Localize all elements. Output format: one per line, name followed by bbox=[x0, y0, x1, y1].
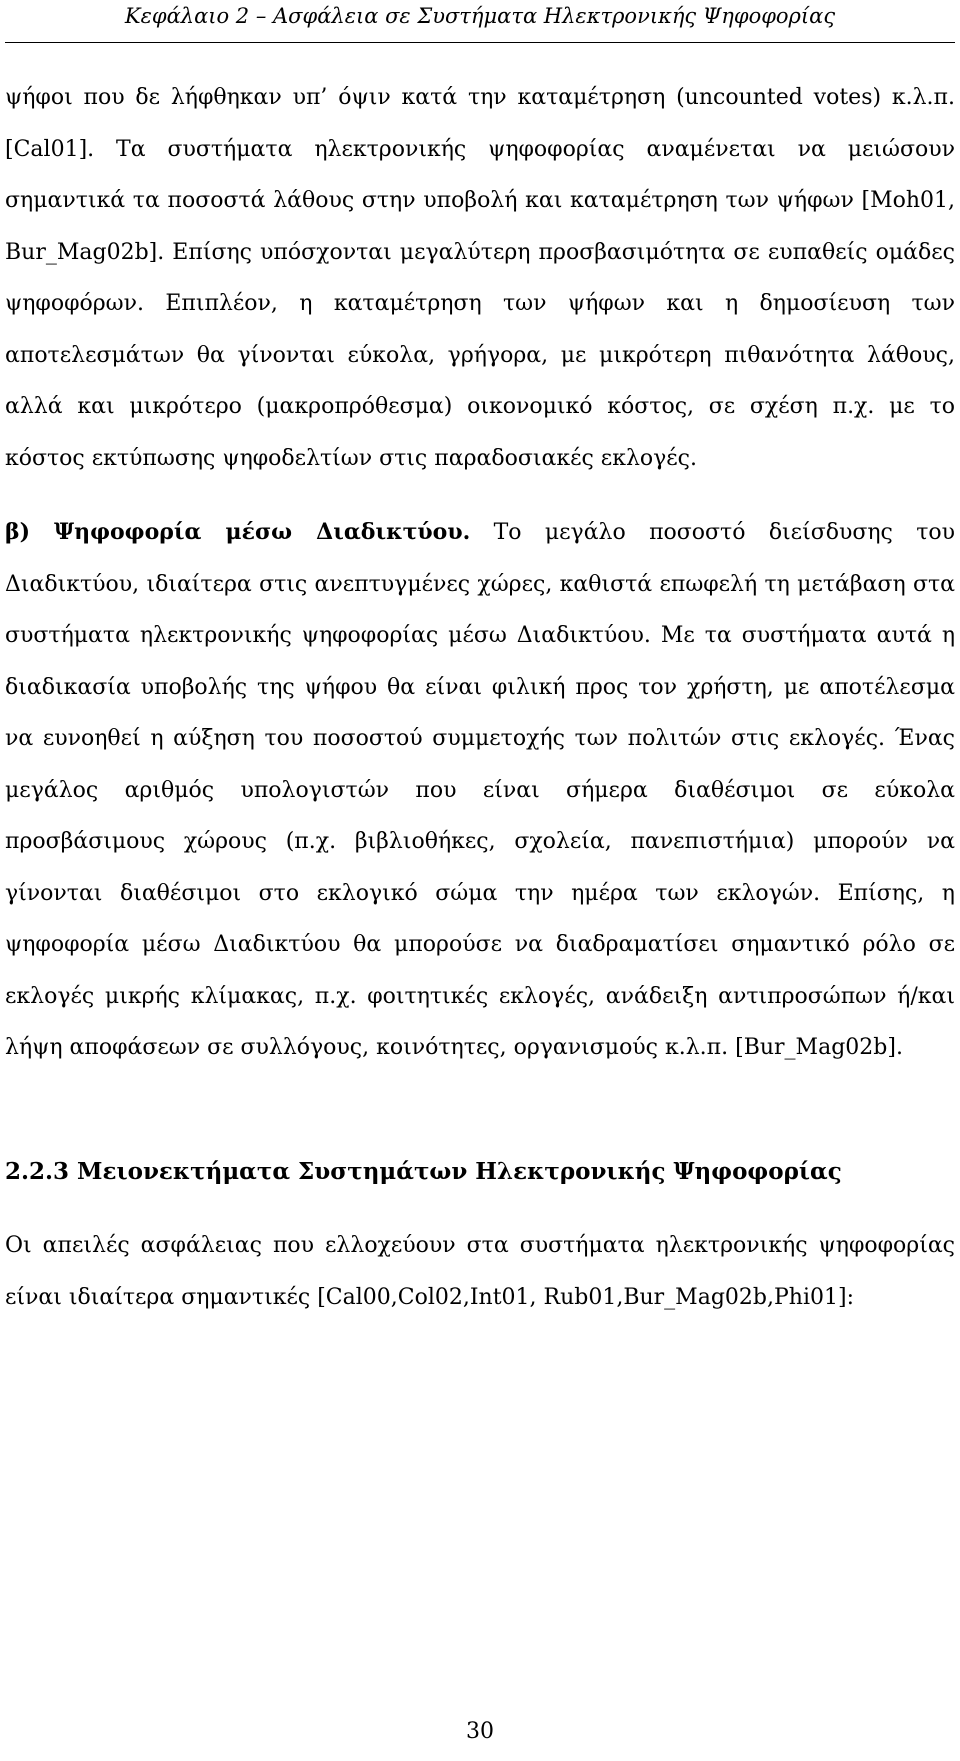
section-spacer bbox=[5, 1074, 955, 1146]
paragraph-internet-voting bbox=[5, 507, 955, 1074]
paragraph-spacer bbox=[5, 484, 955, 507]
section-heading: 2.2.3 Μειονεκτήματα Συστημάτων Ηλεκτρονικής Ψηφοφορίας bbox=[5, 1157, 842, 1185]
heading-spacer bbox=[5, 1197, 955, 1220]
paragraph-text: Το μεγάλο ποσοστό διείσδυσης του Διαδικτύου, ιδιαίτερα στις ανεπτυγμένες χώρες, καθιστά επωφελή τη μετάβαση στα συστήματα ηλεκτρονικής ψηφοφορίας μέσω Διαδικτύου. Με τα συστήματα αυτά η διαδικασία υποβολής της ψήφου θα είναι φιλική προς τον χρήστη, με αποτέλεσμα να ευνοηθεί η αύξηση του ποσοστού συμμετοχής των πολιτών στις εκλογές. Ένας μεγάλος αριθμός υπολογιστών που είναι σήμερα διαθέσιμοι σε εύκολα προσβάσιμους χώρους (π.χ. βιβλιοθήκες, σχολεία, πανεπιστήμια) μπορούν να γίνονται διαθέσιμοι στο εκλογικό σώμα την ημέρα των εκλογών. Επίσης, η ψηφοφορία μέσω Διαδικτύου θα μπορούσε να διαδραματίσει σημαντικό ρόλο σε εκλογές μικρής κλίμακας, π.χ. φοιτητικές εκλογές, ανάδειξη αντιπροσώπων ή/και λήψη αποφάσεων σε συλλόγους, κοινότητες, οργανισμούς κ.λ.π. [Bur_Mag02b]. bbox=[5, 520, 955, 1060]
page-body bbox=[5, 72, 955, 1323]
header-divider bbox=[5, 42, 955, 43]
paragraph-evoting-benefits: ψήφοι που δε λήφθηκαν υπ’ όψιν κατά την καταμέτρηση (uncounted votes) κ.λ.π. [Cal01]. Τα συστήματα ηλεκτρονικής ψηφοφορίας αναμένεται να μειώσουν σημαντικά τα ποσοστά λάθους στην υποβολή και καταμέτρηση των ψήφων [Moh01, Bur_Mag02b]. Επίσης υπόσχονται μεγαλύτερη προσβασιμότητα σε ευπαθείς ομάδες ψηφοφόρων. Επιπλέον, η καταμέτρηση των ψήφων και η δημοσίευση των αποτελεσμάτων θα γίνονται εύκολα, γρήγορα, με μικρότερη πιθανότητα λάθους, αλλά και μικρότερο (μακροπρόθεσμα) οικονομικό κόστος, σε σχέση π.χ. με το κόστος εκτύπωσης ψηφοδελτίων στις παραδοσιακές εκλογές. bbox=[5, 85, 955, 471]
page-number: 30 bbox=[466, 1719, 494, 1744]
paragraph-security-threats: Οι απειλές ασφάλειας που ελλοχεύουν στα συστήματα ηλεκτρονικής ψηφοφορίας είναι ιδιαίτερα σημαντικές [Cal00,Col02,Int01, Rub01,Bur_Mag02b,Phi01]: bbox=[5, 1233, 955, 1310]
running-header: Κεφάλαιο 2 – Ασφάλεια σε Συστήματα Ηλεκτρονικής Ψηφοφορίας bbox=[124, 4, 836, 28]
paragraph-lead-heading: β) Ψηφοφορία μέσω Διαδικτύου. bbox=[5, 519, 471, 545]
